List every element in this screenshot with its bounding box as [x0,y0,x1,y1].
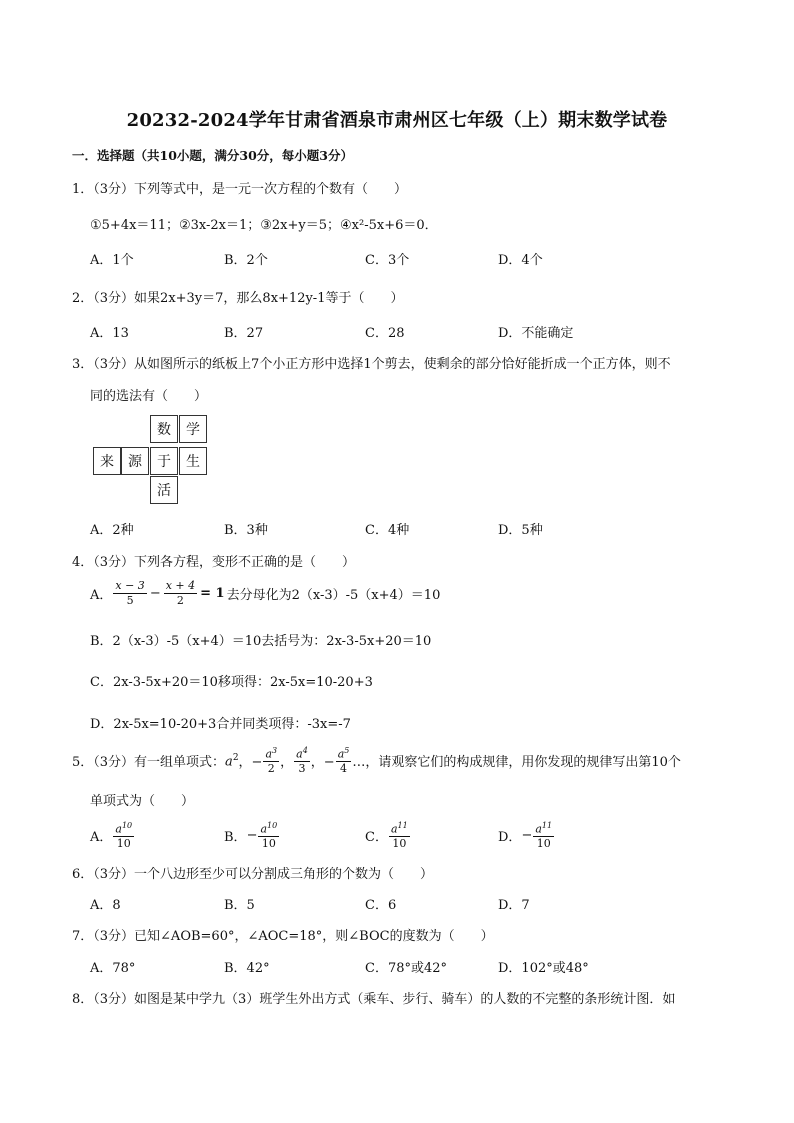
sign: ，− [238,755,263,771]
q6-option-c: C．6 [365,898,397,913]
fraction [389,822,410,850]
q2-option-b: B．27 [224,326,264,341]
q3-option-d: D．5种 [498,523,543,538]
numerator: $a^4$ [296,746,308,761]
equals-one: = 1 [200,585,225,601]
monomial-sequence [239,747,353,775]
q4-option-a-label: A． [90,587,113,603]
q7-option-d: D．102°或48° [498,961,589,976]
q6-option-b: B．5 [224,898,255,913]
q5-option-d [498,822,555,850]
denominator: 10 [261,837,276,851]
denominator: 10 [116,837,131,851]
net-cell-huo: 活 [150,476,178,504]
base: a [225,754,233,770]
q2-option-d: D．不能确定 [498,326,574,341]
exponent: 2 [232,752,239,763]
net-cell-xue: 学 [179,415,207,443]
q4-option-a: A． $\frac{x - 3}{5}$ − $\frac{x + 4}{2}$ = 1 去分母化为2（x-3）-5（x+4）＝10 [90,579,441,607]
q4-option-d: D．2x-5x=10-20+3合并同类项得：-3x=-7 [90,717,351,732]
net-cell-lai: 来 [93,447,121,475]
denominator: 5 [126,593,134,607]
q3-option-a: A．2种 [90,523,134,538]
q1-option-c: C．3个 [365,253,410,268]
q4-option-c: C．2x-3-5x+20＝10移项得：2x-5x=10-20+3 [90,675,373,690]
numerator: $a^{10}$ [260,821,278,836]
denominator: 4 [340,762,348,776]
q2-option-c: C．28 [365,326,405,341]
question-2-stem: 2．（3分）如果2x+3y＝7，那么8x+12y-1等于（ ） [72,291,404,306]
question-8-stem: 8．（3分）如图是某中学九（3）班学生外出方式（乘车、步行、骑车）的人数的不完整的条形统计图．如 [72,992,676,1007]
numerator: $a^{11}$ [390,821,408,836]
net-cell-yu: 于 [150,447,178,475]
fraction [164,580,197,606]
denominator: 2 [267,762,275,776]
net-cell-yuan: 源 [121,447,149,475]
q5-option-c [365,822,411,850]
sign: − [521,828,533,844]
fraction [336,747,352,775]
option-label: C． [365,830,388,846]
question-1-equations: ①5+4x＝11；②3x-2x＝1；③2x+y＝5；④x²-5x+6＝0． [90,218,438,233]
q5-option-b [224,822,280,850]
question-3-stem-line1: 3．（3分）从如图所示的纸板上7个小正方形中选择1个剪去，使剩余的部分恰好能折成一个正方体，则不 [72,357,671,372]
fraction [113,580,146,606]
numerator: $a^5$ [337,746,350,761]
q2-option-a: A．13 [90,326,129,341]
denominator: 10 [536,837,551,851]
q5-option-a [90,822,135,850]
denominator: 10 [392,837,407,851]
net-cell-sheng: 生 [179,447,207,475]
q6-option-d: D．7 [498,898,530,913]
fraction [263,747,279,775]
option-label: A． [90,830,113,846]
numerator: $a^3$ [265,746,278,761]
question-7-stem: 7．（3分）已知∠AOB=60°，∠AOC=18°，则∠BOC的度数为（ ） [72,929,494,944]
fraction [294,747,310,775]
question-4-stem: 4．（3分）下列各方程，变形不正确的是（ ） [72,555,356,570]
question-5-stem-line2: 单项式为（ ） [90,794,195,809]
q3-option-c: C．4种 [365,523,410,538]
question-6-stem: 6．（3分）一个八边形至少可以分割成三角形的个数为（ ） [72,867,434,882]
numerator: $a^{11}$ [535,821,553,836]
net-cell-shu: 数 [150,415,178,443]
q1-option-d: D．4个 [498,253,543,268]
numerator: x + 4 [165,579,196,592]
q4-option-a-text: 去分母化为2（x-3）-5（x+4）＝10 [226,587,441,603]
option-label: B． [224,830,247,846]
fraction [113,822,134,850]
denominator: 2 [176,593,184,607]
question-1-stem: 1．（3分）下列等式中，是一元一次方程的个数有（ ） [72,182,408,197]
sign: − [246,828,258,844]
q6-option-a: A．8 [90,898,121,913]
q3-option-b: B．3种 [224,523,268,538]
q1-option-a: A．1个 [90,253,134,268]
q7-option-a: A．78° [90,961,136,976]
question-5-rest: …，请观察它们的构成规律，用你发现的规律写出第10个 [352,755,681,771]
option-label: D． [498,830,522,846]
q4-option-b: B．2（x-3）-5（x+4）＝10去括号为：2x-3-5x+20＝10 [90,634,432,649]
sign: ，− [310,755,335,771]
fraction [533,822,554,850]
page-title: 20232-2024学年甘肃省酒泉市肃州区七年级（上）期末数学试卷 [126,110,668,131]
question-3-stem-line2: 同的选法有（ ） [90,389,208,404]
section-heading: 一．选择题（共10小题，满分30分，每小题3分） [72,148,353,163]
question-5-stem [72,747,681,775]
monomial-a2 [225,753,239,769]
sign: ， [280,755,294,771]
numerator: x − 3 [115,579,145,592]
question-5-prefix: 5．（3分）有一组单项式： [72,755,226,771]
q7-option-b: B．42° [224,961,270,976]
q7-option-c: C．78°或42° [365,961,448,976]
numerator: $a^{10}$ [115,821,133,836]
fraction [258,822,279,850]
denominator: 3 [298,762,306,776]
q1-option-b: B．2个 [224,253,268,268]
